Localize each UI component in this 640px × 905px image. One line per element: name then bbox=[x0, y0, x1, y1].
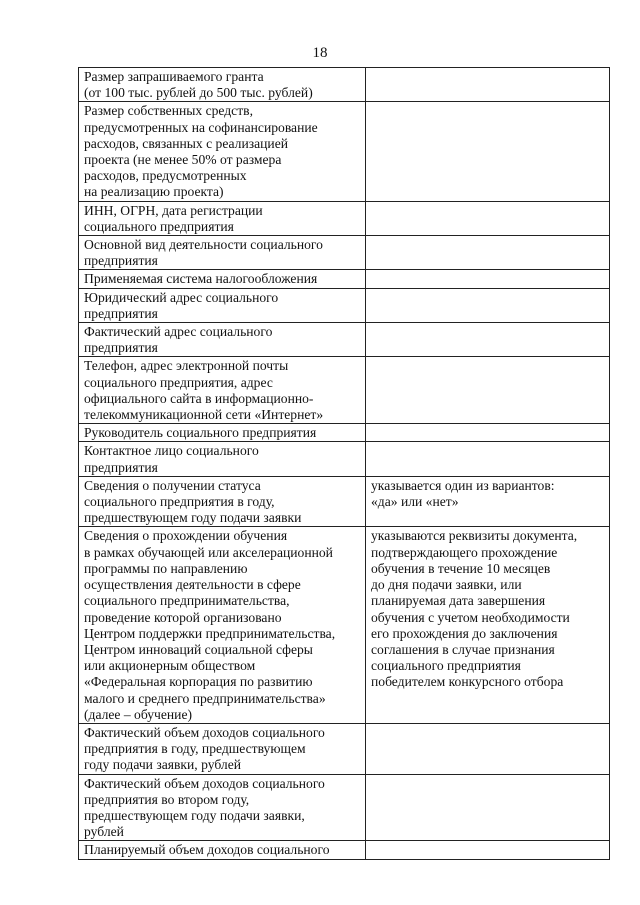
field-label: Основной вид деятельности социального предприятия bbox=[79, 236, 366, 270]
field-value bbox=[366, 357, 610, 424]
field-label: Планируемый объем доходов социального bbox=[79, 841, 366, 859]
table-row bbox=[79, 68, 610, 102]
field-value: указывается один из вариантов: «да» или «нет» bbox=[366, 476, 610, 527]
field-value: указываются реквизиты документа, подтверждающего прохождение обучения в течение 10 месяцев до дня подачи заявки, или планируемая дата завершения обучения с учетом необходимости его прохождения до заключения соглашения в случае признания социального предприятия победителем конкурсного отбора bbox=[366, 527, 610, 723]
field-value bbox=[366, 270, 610, 288]
field-value bbox=[366, 236, 610, 270]
field-label: Размер собственных средств, предусмотренных на софинансирование расходов, связанных с реализацией проекта (не менее 50% от размера расходов, предусмотренных на реализацию проекта) bbox=[79, 102, 366, 201]
field-label: Фактический объем доходов социального предприятия во втором году, предшествующем году подачи заявки, рублей bbox=[79, 774, 366, 841]
table-row bbox=[79, 841, 610, 859]
field-label: Сведения о получении статуса социального предприятия в году, предшествующем году подачи заявки bbox=[79, 476, 366, 527]
field-value bbox=[366, 424, 610, 442]
field-value bbox=[366, 442, 610, 476]
field-label: Контактное лицо социального предприятия bbox=[79, 442, 366, 476]
table-row bbox=[79, 102, 610, 201]
field-label: Размер запрашиваемого гранта (от 100 тыс. рублей до 500 тыс. рублей) bbox=[79, 68, 366, 102]
field-label: Применяемая система налогообложения bbox=[79, 270, 366, 288]
field-value bbox=[366, 68, 610, 102]
table-row bbox=[79, 323, 610, 357]
table-row bbox=[79, 236, 610, 270]
table-row bbox=[79, 424, 610, 442]
field-value bbox=[366, 323, 610, 357]
application-form-table bbox=[78, 67, 610, 860]
table-row bbox=[79, 723, 610, 774]
field-label: Сведения о прохождении обучения в рамках обучающей или акселерационной программы по направлению осуществления деятельности в сфере социального предпринимательства, проведение которой организовано Центром поддержки предпринимательства, Центром инноваций социальной сферы или акционерным обществом «Федеральная корпорация по развитию малого и среднего предпринимательства» (далее – обучение) bbox=[79, 527, 366, 723]
table-row bbox=[79, 288, 610, 322]
table-row bbox=[79, 357, 610, 424]
field-value bbox=[366, 723, 610, 774]
table-row bbox=[79, 270, 610, 288]
field-value bbox=[366, 288, 610, 322]
field-label: Юридический адрес социального предприятия bbox=[79, 288, 366, 322]
field-label: ИНН, ОГРН, дата регистрации социального предприятия bbox=[79, 201, 366, 235]
field-value bbox=[366, 102, 610, 201]
field-label: Фактический адрес социального предприятия bbox=[79, 323, 366, 357]
field-label: Телефон, адрес электронной почты социального предприятия, адрес официального сайта в информационно- телекоммуникационной сети «Интернет» bbox=[79, 357, 366, 424]
table-row bbox=[79, 476, 610, 527]
field-value bbox=[366, 841, 610, 859]
field-label: Фактический объем доходов социального предприятия в году, предшествующем году подачи заявки, рублей bbox=[79, 723, 366, 774]
field-value bbox=[366, 201, 610, 235]
field-value bbox=[366, 774, 610, 841]
table-row bbox=[79, 201, 610, 235]
table-row bbox=[79, 442, 610, 476]
table-row bbox=[79, 527, 610, 723]
table-row bbox=[79, 774, 610, 841]
page-number: 18 bbox=[312, 45, 328, 61]
field-label: Руководитель социального предприятия bbox=[79, 424, 366, 442]
